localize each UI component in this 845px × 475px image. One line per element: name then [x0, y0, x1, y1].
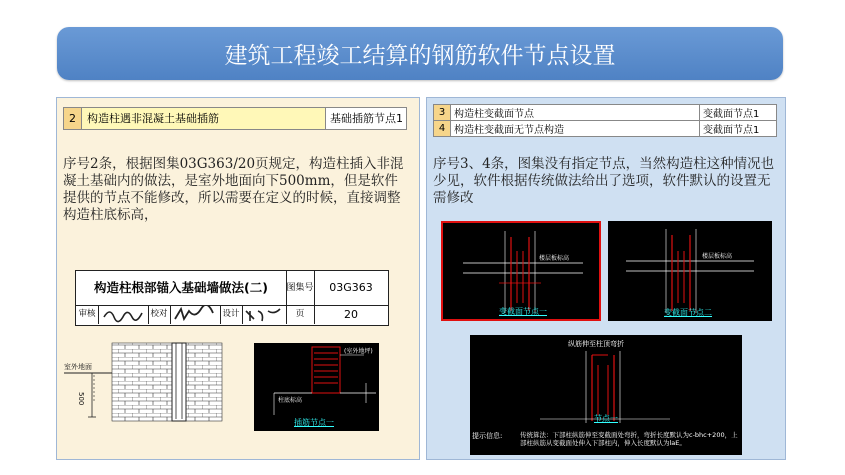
check-label: 校对: [148, 305, 171, 324]
cad-drawing: [608, 221, 772, 321]
info-label: 提示信息:: [472, 432, 503, 440]
row-name: 构造柱变截面节点: [451, 105, 700, 121]
review-signature: [98, 305, 149, 324]
row-value[interactable]: 基础插筋节点1: [330, 112, 403, 125]
ground-label: 室外地面: [64, 363, 92, 371]
row-name: 构造柱遇非混凝土基础插筋: [82, 108, 326, 129]
cad-insert-node[interactable]: [254, 343, 379, 431]
left-description: 序号2条，根据图集03G363/20页规定，构造柱插入非混凝土基础内的做法，是室外地面向下500mm，但是软件提供的节点不能修改，所以需要在定义的时候，直接调整构造柱底标高，: [63, 156, 404, 223]
cad-variable-node-2[interactable]: [608, 221, 772, 321]
review-label: 审核: [76, 305, 99, 324]
cad-caption[interactable]: 变截面节点二: [664, 308, 712, 317]
cad-caption[interactable]: 变截面节点一: [499, 307, 547, 316]
table-row[interactable]: [434, 105, 777, 121]
atlas-page: 20: [344, 308, 358, 321]
column-bottom-label: 柱底标高: [278, 397, 303, 404]
check-signature: [170, 305, 221, 324]
brick-wall-sketch: [62, 341, 232, 423]
atlas-number-label: 图集号: [286, 271, 315, 306]
design-label: 设计: [220, 305, 243, 324]
right-panel: [426, 97, 786, 460]
info-text: 传统算法：下部柱纵筋伸至变截面处弯折，弯折长度默认为c-bhc+200，上部柱纵筋从变截面处伸入下部柱内，伸入长度默认为laE。: [520, 431, 738, 447]
cad-variable-node-1[interactable]: [441, 221, 601, 321]
row-index: 2: [64, 108, 82, 129]
row-value[interactable]: 变截面节点1: [700, 121, 777, 137]
row-index: 3: [434, 105, 451, 121]
cad-drawing: [443, 223, 599, 319]
floor-slab-label: 楼层板标高: [702, 253, 733, 260]
floor-slab-label: 楼层板标高: [539, 255, 570, 262]
right-description: 序号3、4条，图集没有指定节点，当然构造柱这种情况也少见，软件根据传统做法给出了选项，软件默认的设置无需修改: [433, 156, 775, 206]
left-panel: [56, 97, 420, 460]
atlas-title: 构造柱根部锚入基础墙做法(二): [76, 271, 287, 306]
page-label: 页: [286, 305, 315, 324]
setting-row-foundation[interactable]: [63, 107, 407, 130]
table-row[interactable]: [434, 121, 777, 137]
signature-image: [98, 305, 148, 323]
atlas-number: 03G363: [314, 271, 388, 306]
atlas-title-block: [75, 270, 389, 326]
slide-title: 建筑工程竣工结算的钢筋软件节点设置: [57, 27, 783, 80]
top-bend-label: 纵筋伸至柱顶弯折: [568, 340, 624, 348]
settings-table: [433, 104, 777, 137]
design-signature: [242, 305, 287, 324]
depth-dimension: 500: [77, 392, 85, 406]
outdoor-label: (室外地坪): [344, 348, 373, 355]
cad-caption[interactable]: 节点一: [594, 414, 618, 423]
cad-top-node[interactable]: [470, 335, 742, 455]
row-name: 构造柱变截面无节点构造: [451, 121, 700, 137]
signature-image: [242, 305, 286, 323]
row-index: 4: [434, 121, 451, 137]
cad-caption[interactable]: 插筋节点一: [294, 418, 334, 427]
row-value[interactable]: 变截面节点1: [700, 105, 777, 121]
signature-image: [170, 305, 220, 323]
